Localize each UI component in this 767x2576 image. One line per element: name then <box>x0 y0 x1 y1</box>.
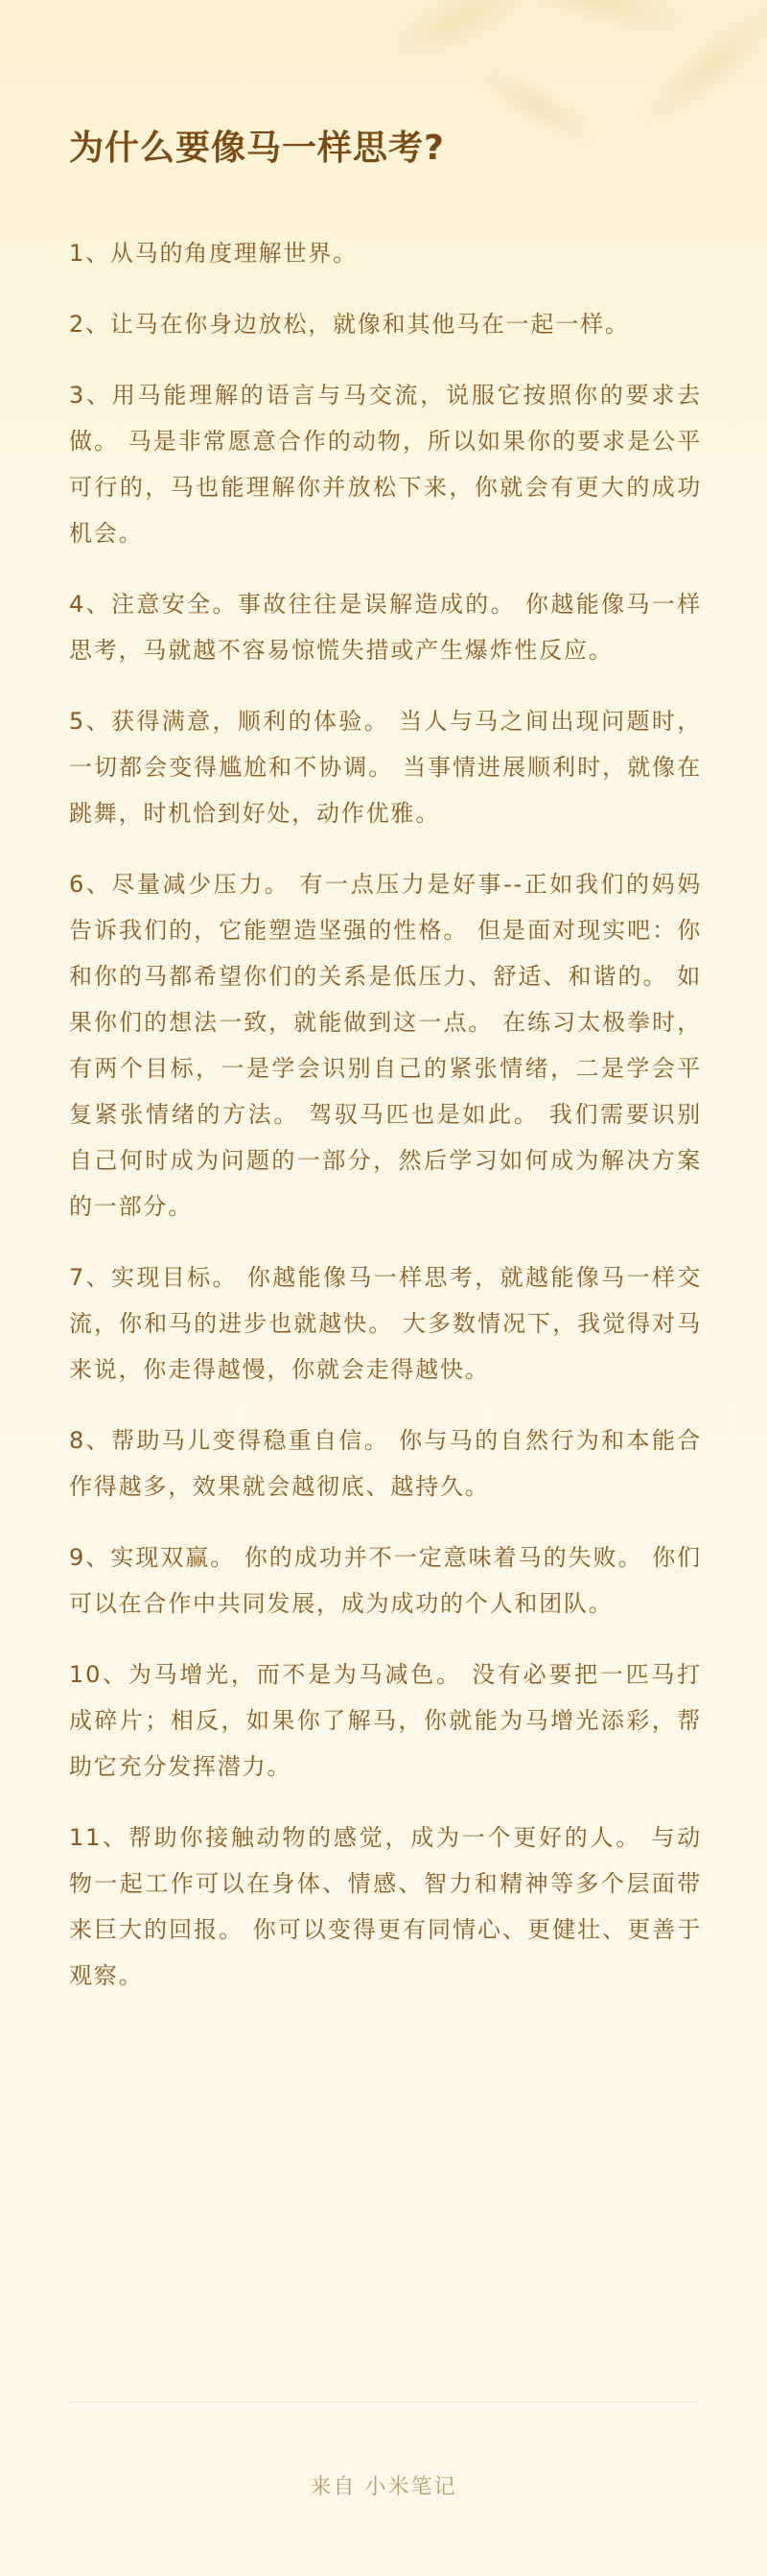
source-footer: 来自 小米笔记 <box>310 2475 457 2499</box>
note-item: 6、尽量减少压力。 有一点压力是好事--正如我们的妈妈告诉我们的，它能塑造坚强的性格。 但是面对现实吧：你和你的马都希望你们的关系是低压力、舒适、和谐的。 如果你们的想法一致，就能做到这一点。 在练习太极拳时，有两个目标，一是学会识别自己的紧张情绪，二是学会平复紧张情绪的方法。 驾驭马匹也是如此。 我们需要识别自己何时成为问题的一部分，然后学习如何成为解决方案的一部分。 <box>69 871 702 1220</box>
note-item: 2、让马在你身边放松，就像和其他马在一起一样。 <box>69 311 630 338</box>
note-item: 7、实现目标。 你越能像马一样思考，就越能像马一样交流，你和马的进步也就越快。 大多数情况下，我觉得对马来说，你走得越慢，你就会走得越快。 <box>69 1264 702 1383</box>
note-item: 1、从马的角度理解世界。 <box>69 240 358 267</box>
note-item-list <box>69 230 702 2024</box>
note-item: 10、为马增光，而不是为马减色。 没有必要把一匹马打成碎片；相反，如果你了解马，你就能为马增光添彩，帮助它充分发挥潜力。 <box>69 1661 702 1780</box>
note-item: 9、实现双赢。 你的成功并不一定意味着马的失败。 你们可以在合作中共同发展，成为成功的个人和团队。 <box>69 1544 702 1617</box>
note-title: 为什么要像马一样思考? <box>69 129 445 168</box>
note-item: 3、用马能理解的语言与马交流，说服它按照你的要求去做。 马是非常愿意合作的动物，所以如果你的要求是公平可行的，马也能理解你并放松下来，你就会有更大的成功机会。 <box>69 382 702 547</box>
note-item: 11、帮助你接触动物的感觉，成为一个更好的人。 与动物一起工作可以在身体、情感、智力和精神等多个层面带来巨大的回报。 你可以变得更有同情心、更健壮、更善于观察。 <box>69 1824 702 1989</box>
note-item: 4、注意安全。事故往往是误解造成的。 你越能像马一样思考，马就越不容易惊慌失措或产生爆炸性反应。 <box>69 591 702 664</box>
footer-divider <box>69 2401 698 2402</box>
leaf-shadow-decoration <box>345 0 767 211</box>
note-item: 8、帮助马儿变得稳重自信。 你与马的自然行为和本能合作得越多，效果就会越彻底、越持久。 <box>69 1427 702 1500</box>
note-item: 5、获得满意，顺利的体验。 当人与马之间出现问题时，一切都会变得尴尬和不协调。 当事情进展顺利时，就像在跳舞，时机恰到好处，动作优雅。 <box>69 708 702 827</box>
